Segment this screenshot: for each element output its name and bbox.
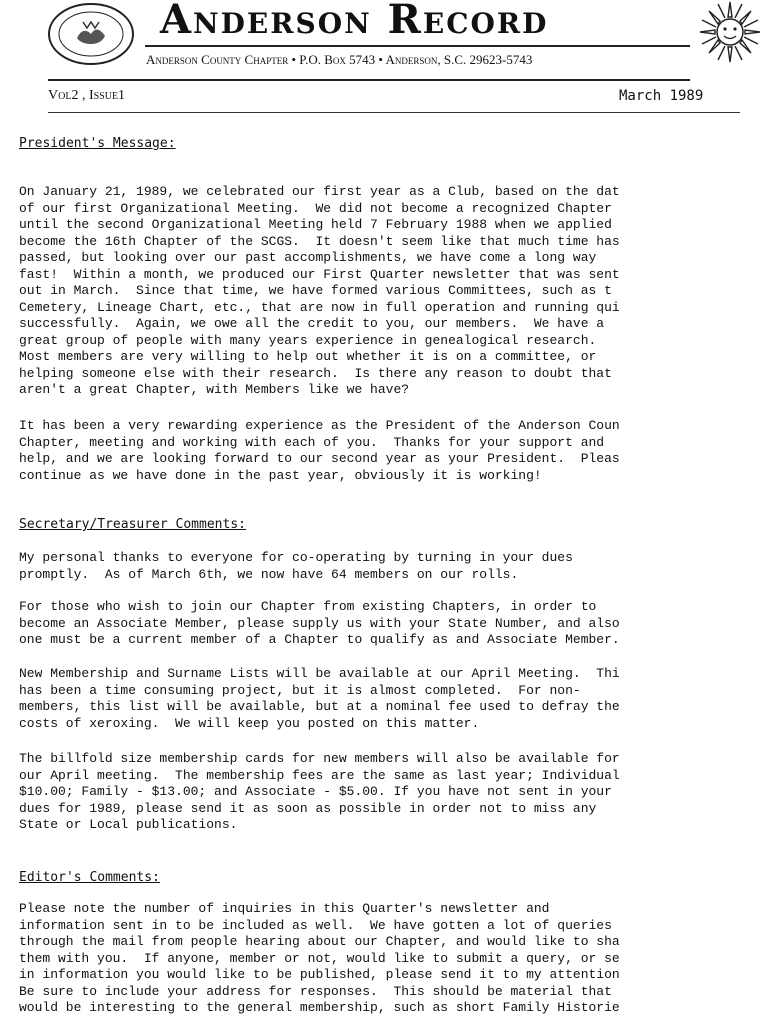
issue-date: March 1989: [619, 88, 704, 104]
newsletter-title: Anderson Record: [160, 0, 549, 43]
presidents-message-heading: President's Message:: [19, 136, 176, 151]
secretary-paragraph: For those who wish to join our Chapter from existing Chapters, in order to become an Associate Member, please supply us with your State Number, and also one must be a current member of a Chapter to qualify as and Associate Member.: [19, 599, 620, 647]
volume-issue: Vol2 , Issue1: [48, 88, 126, 103]
secretary-paragraph: The billfold size membership cards for new members will also be available for our April meeting. The membership fees are the same as last year; Individual $10.00; Family - $13.00; and Associate - $5.00. If you have not sent in your dues for 1989, please send it as soon as possible in order not to miss any State or Local publications.: [19, 751, 620, 832]
secretary-treasurer-heading: Secretary/Treasurer Comments:: [19, 517, 246, 532]
title-rule: [145, 45, 690, 47]
editors-comments-heading: Editor's Comments:: [19, 870, 160, 885]
presidents-message-paragraph: On January 21, 1989, we celebrated our first year as a Club, based on the dat of our first Organizational Meeting. We did not become a recognized Chapter until the second Organizational Meeting held 7 February 1988 when we applied become the 16th Chapter of the SCGS. It doesn't seem like that much time has passed, but looking over our past accomplishments, we have come a long way fast! Within a month, we produced our First Quarter newsletter that was sent out in March. Since that time, we have formed various Committees, such as t Cemetery, Lineage Chart, etc., that are now in full operation and running qui successfully. Again, we owe all the credit to you, our members. We have a great group of people with many years experience in genealogical research. Most members are very willing to help out whether it is on a committee, or helping someone else with their research. Is there any reason to doubt that aren't a great Chapter, with Members like we have?: [19, 184, 620, 397]
masthead: [0, 0, 770, 80]
editor-paragraph: Please note the number of inquiries in this Quarter's newsletter and information sent in to be included as well. We have gotten a lot of queries through the mail from people hearing about our Chapter, and would like to sha them with you. If anyone, member or not, would like to submit a query, or se in information you would like to be published, please send it to my attention Be sure to include your address for responses. This should be material that would be interesting to the general membership, such as short Family Historie: [19, 901, 620, 1015]
masthead-rule: [48, 79, 690, 81]
sun-emblem-icon: [698, 0, 762, 64]
presidents-message-paragraph: It has been a very rewarding experience as the President of the Anderson Coun Chapter, meeting and working with each of you. Thanks for your support and help, and we are looking forward to our second year as your President. Pleas continue as we have done in the past year, obviously it is working!: [19, 418, 620, 483]
issue-rule: [48, 112, 740, 113]
chapter-address: Anderson County Chapter • P.O. Box 5743 • Anderson, S.C. 29623-5743: [146, 52, 533, 67]
secretary-paragraph: My personal thanks to everyone for co-operating by turning in your dues promptly. As of March 6th, we now have 64 members on our rolls.: [19, 550, 573, 582]
county-seal-icon: [47, 2, 135, 66]
secretary-paragraph: New Membership and Surname Lists will be available at our April Meeting. Thi has been a time consuming project, but it is almost completed. For non- members, this list will be available, but at a nominal fee used to defray the costs of xeroxing. We will keep you posted on this matter.: [19, 666, 620, 731]
